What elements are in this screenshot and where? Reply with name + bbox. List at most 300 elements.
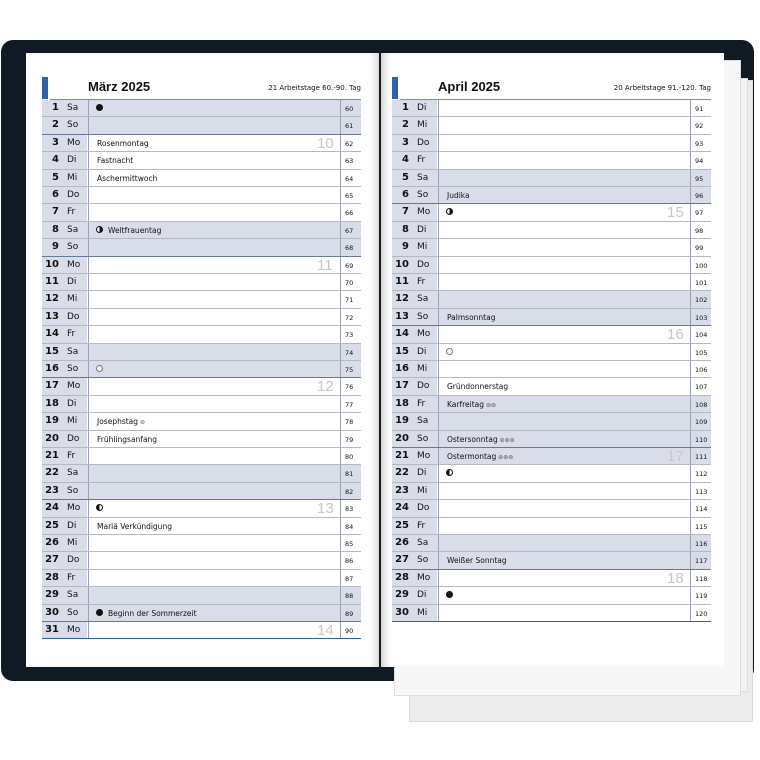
day-of-year: 115 bbox=[695, 522, 708, 531]
weekday-label: Mi bbox=[67, 416, 78, 427]
day-number: 7 bbox=[52, 206, 59, 218]
day-of-year: 89 bbox=[345, 609, 354, 618]
march-page[interactable] bbox=[26, 53, 379, 667]
column-divider bbox=[340, 535, 341, 551]
note-text: Weißer Sonntag bbox=[447, 556, 507, 566]
day-of-year: 84 bbox=[345, 522, 354, 531]
column-divider bbox=[438, 518, 439, 534]
column-divider bbox=[340, 274, 341, 290]
day-row[interactable] bbox=[392, 413, 711, 430]
day-of-year: 113 bbox=[695, 487, 708, 496]
day-row[interactable] bbox=[392, 291, 711, 308]
day-of-year: 116 bbox=[695, 540, 708, 548]
day-of-year: 81 bbox=[345, 470, 354, 479]
column-divider bbox=[340, 518, 341, 534]
weekday-label: Di bbox=[417, 468, 427, 479]
day-row[interactable] bbox=[42, 326, 361, 343]
column-divider bbox=[690, 413, 691, 429]
day-note bbox=[447, 191, 470, 200]
weekday-label: Di bbox=[417, 224, 427, 235]
day-number: 3 bbox=[402, 136, 409, 148]
note-text: Judika bbox=[447, 191, 470, 200]
day-number: 26 bbox=[395, 537, 409, 548]
weekday-label: Sa bbox=[417, 538, 429, 548]
weekday-label: Mo bbox=[417, 329, 431, 340]
weekday-label: Di bbox=[417, 346, 427, 357]
column-divider bbox=[340, 344, 341, 360]
column-divider bbox=[340, 570, 341, 586]
weekday-label: Mi bbox=[67, 538, 78, 548]
day-number: 3 bbox=[52, 136, 59, 148]
day-row[interactable] bbox=[42, 204, 361, 221]
day-number: 25 bbox=[395, 519, 409, 531]
day-row[interactable] bbox=[392, 257, 711, 274]
day-note bbox=[447, 435, 515, 444]
weekday-label: Mo bbox=[67, 625, 81, 635]
column-divider bbox=[88, 570, 89, 586]
column-divider bbox=[690, 204, 691, 220]
day-of-year: 60 bbox=[345, 105, 354, 113]
day-row[interactable] bbox=[392, 465, 711, 482]
column-divider bbox=[88, 100, 89, 116]
day-number: 22 bbox=[395, 467, 409, 479]
weekday-label: Di bbox=[67, 520, 77, 531]
day-of-year: 67 bbox=[345, 226, 354, 235]
day-row[interactable] bbox=[392, 605, 711, 622]
column-divider bbox=[88, 622, 89, 638]
note-text: Weltfrauentag bbox=[108, 225, 162, 235]
day-row[interactable] bbox=[392, 483, 711, 500]
column-divider bbox=[88, 187, 89, 203]
day-number: 11 bbox=[395, 276, 409, 287]
day-of-year: 80 bbox=[345, 453, 354, 461]
column-divider bbox=[690, 361, 691, 377]
column-divider bbox=[340, 587, 341, 603]
day-row[interactable] bbox=[42, 483, 361, 500]
day-number: 15 bbox=[395, 345, 409, 357]
day-row[interactable] bbox=[392, 361, 711, 378]
weekday-label: Mo bbox=[417, 207, 431, 218]
weekday-label: So bbox=[67, 120, 79, 131]
day-row[interactable] bbox=[42, 309, 361, 326]
day-number: 21 bbox=[395, 450, 409, 461]
column-divider bbox=[88, 413, 89, 429]
column-divider bbox=[438, 413, 439, 429]
column-divider bbox=[88, 500, 89, 516]
day-number: 19 bbox=[395, 415, 409, 427]
day-row[interactable] bbox=[42, 187, 361, 204]
day-row[interactable] bbox=[392, 431, 711, 448]
day-note bbox=[447, 556, 507, 565]
weekday-label: Do bbox=[67, 311, 80, 322]
day-row[interactable] bbox=[42, 500, 361, 517]
column-divider bbox=[690, 100, 691, 116]
day-of-year: 92 bbox=[695, 122, 704, 131]
day-row[interactable] bbox=[392, 187, 711, 204]
day-row[interactable] bbox=[392, 222, 711, 239]
column-divider bbox=[438, 187, 439, 203]
day-number: 29 bbox=[45, 589, 59, 601]
weekday-label: Mi bbox=[417, 120, 428, 131]
day-row[interactable] bbox=[42, 622, 361, 639]
day-row[interactable] bbox=[42, 257, 361, 274]
holiday-symbol-icon: ⊚⊚ bbox=[484, 401, 496, 409]
weekday-label: Do bbox=[417, 259, 430, 270]
day-row[interactable] bbox=[42, 552, 361, 569]
day-of-year: 87 bbox=[345, 574, 354, 583]
day-number: 30 bbox=[395, 606, 409, 618]
day-number: 18 bbox=[45, 397, 59, 409]
column-divider bbox=[340, 483, 341, 499]
column-divider bbox=[88, 239, 89, 255]
day-row[interactable] bbox=[392, 117, 711, 134]
day-row[interactable] bbox=[42, 378, 361, 395]
day-number: 14 bbox=[395, 328, 409, 340]
day-number: 16 bbox=[45, 363, 59, 374]
day-of-year: 78 bbox=[345, 418, 354, 427]
day-number: 13 bbox=[395, 310, 409, 322]
weekday-label: Mo bbox=[67, 137, 81, 148]
day-of-year: 65 bbox=[345, 192, 354, 200]
day-number: 6 bbox=[402, 189, 409, 200]
column-divider bbox=[88, 291, 89, 307]
day-of-year: 83 bbox=[345, 505, 354, 514]
day-of-year: 88 bbox=[345, 592, 354, 601]
column-divider bbox=[88, 518, 89, 534]
column-divider bbox=[340, 361, 341, 377]
day-row[interactable] bbox=[42, 274, 361, 291]
half-moon-icon bbox=[96, 504, 103, 511]
day-row[interactable] bbox=[42, 117, 361, 134]
day-row[interactable] bbox=[392, 552, 711, 569]
column-divider bbox=[438, 100, 439, 116]
month-info: 20 Arbeitstage 91.-120. Tag bbox=[613, 84, 711, 92]
column-divider bbox=[340, 605, 341, 621]
column-divider bbox=[438, 309, 439, 325]
weekday-label: Fr bbox=[417, 277, 426, 287]
day-row[interactable] bbox=[392, 152, 711, 169]
column-divider bbox=[88, 361, 89, 377]
day-row[interactable] bbox=[42, 605, 361, 622]
day-number: 20 bbox=[45, 432, 59, 444]
day-row[interactable] bbox=[392, 500, 711, 517]
day-of-year: 68 bbox=[345, 244, 354, 253]
day-of-year: 62 bbox=[345, 139, 354, 148]
weekday-label: Fr bbox=[417, 520, 426, 531]
day-row[interactable] bbox=[42, 239, 361, 256]
column-divider bbox=[690, 431, 691, 447]
weekday-label: Mo bbox=[67, 381, 81, 392]
day-number: 29 bbox=[395, 589, 409, 601]
column-divider bbox=[438, 483, 439, 499]
day-number: 10 bbox=[395, 258, 409, 270]
weekday-label: Mi bbox=[417, 485, 428, 496]
day-row[interactable] bbox=[392, 326, 711, 343]
day-number: 2 bbox=[52, 119, 59, 131]
day-number: 7 bbox=[402, 206, 409, 218]
column-divider bbox=[438, 605, 439, 621]
day-note bbox=[97, 522, 172, 531]
day-row[interactable] bbox=[42, 135, 361, 152]
day-number: 17 bbox=[45, 380, 59, 392]
column-divider bbox=[690, 587, 691, 603]
day-row[interactable] bbox=[42, 100, 361, 117]
column-divider bbox=[438, 344, 439, 360]
day-of-year: 104 bbox=[695, 331, 708, 340]
week-number: 10 bbox=[317, 134, 334, 152]
day-number: 18 bbox=[395, 397, 409, 409]
day-of-year: 111 bbox=[695, 453, 708, 461]
weekday-label: Fr bbox=[67, 451, 76, 461]
column-divider bbox=[88, 431, 89, 447]
weekday-label: So bbox=[417, 190, 429, 200]
day-row[interactable] bbox=[42, 396, 361, 413]
april-page[interactable] bbox=[381, 53, 724, 667]
column-divider bbox=[690, 222, 691, 238]
day-row[interactable] bbox=[392, 378, 711, 395]
day-of-year: 75 bbox=[345, 366, 354, 374]
column-divider bbox=[88, 117, 89, 133]
day-number: 27 bbox=[395, 554, 409, 566]
day-of-year: 114 bbox=[695, 505, 708, 514]
day-row[interactable] bbox=[392, 448, 711, 465]
day-number: 12 bbox=[45, 293, 59, 305]
column-divider bbox=[340, 170, 341, 186]
day-number: 28 bbox=[45, 571, 59, 583]
day-of-year: 82 bbox=[345, 487, 354, 496]
note-text: Mariä Verkündigung bbox=[97, 521, 172, 531]
day-row[interactable] bbox=[42, 222, 361, 239]
day-row[interactable] bbox=[42, 587, 361, 604]
column-divider bbox=[690, 500, 691, 516]
day-number: 13 bbox=[45, 310, 59, 322]
day-row[interactable] bbox=[392, 135, 711, 152]
day-of-year: 101 bbox=[695, 279, 708, 287]
day-of-year: 71 bbox=[345, 296, 354, 305]
weekday-label: Mo bbox=[67, 503, 81, 514]
day-note bbox=[447, 452, 513, 461]
day-number: 1 bbox=[52, 102, 59, 113]
week-number: 16 bbox=[667, 326, 684, 344]
full-moon-icon bbox=[96, 104, 103, 111]
weekday-label: Fr bbox=[67, 329, 76, 340]
weekday-label: Di bbox=[417, 590, 427, 601]
column-divider bbox=[438, 361, 439, 377]
day-row[interactable] bbox=[392, 170, 711, 187]
note-text: Rosenmontag bbox=[97, 138, 149, 148]
column-divider bbox=[88, 204, 89, 220]
column-divider bbox=[88, 396, 89, 412]
day-row[interactable] bbox=[392, 239, 711, 256]
day-note bbox=[447, 313, 495, 322]
column-divider bbox=[340, 257, 341, 273]
column-divider bbox=[690, 448, 691, 464]
column-divider bbox=[690, 326, 691, 342]
day-row[interactable] bbox=[392, 570, 711, 587]
day-row[interactable] bbox=[392, 274, 711, 291]
weekday-label: Sa bbox=[417, 294, 429, 305]
weekday-label: So bbox=[417, 555, 429, 566]
weekday-label: Mo bbox=[417, 572, 431, 583]
day-note bbox=[108, 609, 197, 618]
weekday-label: Mo bbox=[67, 259, 81, 270]
day-row[interactable] bbox=[392, 309, 711, 326]
note-text: Palmsonntag bbox=[447, 312, 496, 322]
day-of-year: 73 bbox=[345, 331, 354, 340]
column-divider bbox=[88, 170, 89, 186]
day-row[interactable] bbox=[42, 465, 361, 482]
day-row[interactable] bbox=[392, 204, 711, 221]
day-row[interactable] bbox=[42, 413, 361, 430]
column-divider bbox=[340, 622, 341, 638]
header-accent bbox=[392, 77, 398, 99]
holiday-symbol-icon: ⊚⊚⊚ bbox=[497, 436, 515, 444]
column-divider bbox=[340, 135, 341, 151]
column-divider bbox=[340, 448, 341, 464]
column-divider bbox=[88, 535, 89, 551]
column-divider bbox=[340, 500, 341, 516]
weekday-label: Sa bbox=[67, 346, 79, 357]
day-of-year: 66 bbox=[345, 209, 354, 218]
holiday-symbol-icon: ⊚ bbox=[138, 419, 145, 427]
day-of-year: 112 bbox=[695, 470, 708, 479]
column-divider bbox=[88, 378, 89, 394]
day-number: 9 bbox=[402, 241, 409, 253]
column-divider bbox=[438, 135, 439, 151]
day-of-year: 110 bbox=[695, 435, 708, 444]
day-number: 25 bbox=[45, 519, 59, 531]
column-divider bbox=[438, 152, 439, 168]
half-moon-icon bbox=[446, 469, 453, 476]
note-text: Fastnacht bbox=[97, 156, 134, 166]
column-divider bbox=[88, 274, 89, 290]
day-row[interactable] bbox=[42, 344, 361, 361]
column-divider bbox=[340, 396, 341, 412]
day-row[interactable] bbox=[42, 518, 361, 535]
column-divider bbox=[438, 239, 439, 255]
column-divider bbox=[690, 344, 691, 360]
column-divider bbox=[438, 257, 439, 273]
column-divider bbox=[340, 204, 341, 220]
weekday-label: Mi bbox=[67, 172, 78, 183]
day-of-year: 93 bbox=[695, 139, 704, 148]
day-row[interactable] bbox=[392, 518, 711, 535]
day-of-year: 107 bbox=[695, 383, 708, 392]
day-row[interactable] bbox=[392, 344, 711, 361]
day-row[interactable] bbox=[42, 170, 361, 187]
day-number: 8 bbox=[402, 223, 409, 235]
column-divider bbox=[690, 465, 691, 481]
day-of-year: 96 bbox=[695, 192, 704, 200]
day-row[interactable] bbox=[42, 448, 361, 465]
column-divider bbox=[340, 117, 341, 133]
column-divider bbox=[88, 552, 89, 568]
weekday-label: Fr bbox=[67, 572, 76, 583]
day-note bbox=[447, 382, 508, 391]
day-number: 15 bbox=[45, 345, 59, 357]
day-number: 6 bbox=[52, 189, 59, 200]
column-divider bbox=[340, 309, 341, 325]
day-of-year: 91 bbox=[695, 105, 704, 113]
column-divider bbox=[690, 309, 691, 325]
column-divider bbox=[690, 170, 691, 186]
day-of-year: 120 bbox=[695, 609, 708, 618]
month-title: März 2025 bbox=[88, 79, 151, 94]
day-row[interactable] bbox=[42, 570, 361, 587]
weekday-label: Do bbox=[67, 433, 80, 444]
day-of-year: 61 bbox=[345, 122, 354, 131]
column-divider bbox=[690, 535, 691, 551]
column-divider bbox=[88, 448, 89, 464]
weekday-label: Fr bbox=[67, 207, 76, 218]
day-row[interactable] bbox=[392, 535, 711, 552]
weekday-label: So bbox=[417, 433, 429, 444]
column-divider bbox=[340, 239, 341, 255]
day-row[interactable] bbox=[42, 291, 361, 308]
column-divider bbox=[438, 170, 439, 186]
weekday-label: So bbox=[67, 607, 79, 618]
day-note bbox=[97, 435, 157, 444]
header-accent bbox=[42, 77, 48, 99]
weekday-label: Mi bbox=[417, 364, 428, 374]
day-of-year: 69 bbox=[345, 261, 354, 270]
note-text: Gründonnerstag bbox=[447, 382, 509, 392]
column-divider bbox=[88, 257, 89, 273]
column-divider bbox=[690, 605, 691, 621]
column-divider bbox=[438, 378, 439, 394]
day-number: 24 bbox=[45, 502, 59, 514]
column-divider bbox=[340, 152, 341, 168]
day-number: 19 bbox=[45, 415, 59, 427]
day-number: 31 bbox=[45, 624, 59, 635]
weekday-label: Sa bbox=[67, 103, 79, 113]
column-divider bbox=[690, 117, 691, 133]
day-note bbox=[97, 417, 145, 426]
day-number: 8 bbox=[52, 223, 59, 235]
day-number: 12 bbox=[395, 293, 409, 305]
day-row[interactable] bbox=[42, 152, 361, 169]
day-number: 16 bbox=[395, 363, 409, 374]
day-of-year: 97 bbox=[695, 209, 704, 218]
column-divider bbox=[690, 274, 691, 290]
column-divider bbox=[438, 535, 439, 551]
day-of-year: 100 bbox=[695, 261, 708, 270]
day-number: 28 bbox=[395, 571, 409, 583]
day-number: 30 bbox=[45, 606, 59, 618]
holiday-symbol-icon: ⊚⊚⊚ bbox=[496, 454, 514, 461]
day-number: 4 bbox=[402, 154, 409, 166]
day-row[interactable] bbox=[392, 396, 711, 413]
day-row[interactable] bbox=[42, 361, 361, 378]
column-divider bbox=[690, 152, 691, 168]
day-row[interactable] bbox=[392, 100, 711, 117]
column-divider bbox=[88, 344, 89, 360]
weekday-label: So bbox=[417, 311, 429, 322]
column-divider bbox=[690, 570, 691, 586]
day-row[interactable] bbox=[42, 431, 361, 448]
weekday-label: Sa bbox=[417, 172, 429, 183]
day-number: 2 bbox=[402, 119, 409, 131]
new-moon-icon bbox=[446, 348, 453, 355]
day-row[interactable] bbox=[42, 535, 361, 552]
day-number: 1 bbox=[402, 102, 409, 113]
day-of-year: 77 bbox=[345, 400, 354, 409]
column-divider bbox=[438, 587, 439, 603]
day-of-year: 70 bbox=[345, 279, 354, 287]
column-divider bbox=[438, 448, 439, 464]
day-row[interactable] bbox=[392, 587, 711, 604]
day-of-year: 98 bbox=[695, 226, 704, 235]
